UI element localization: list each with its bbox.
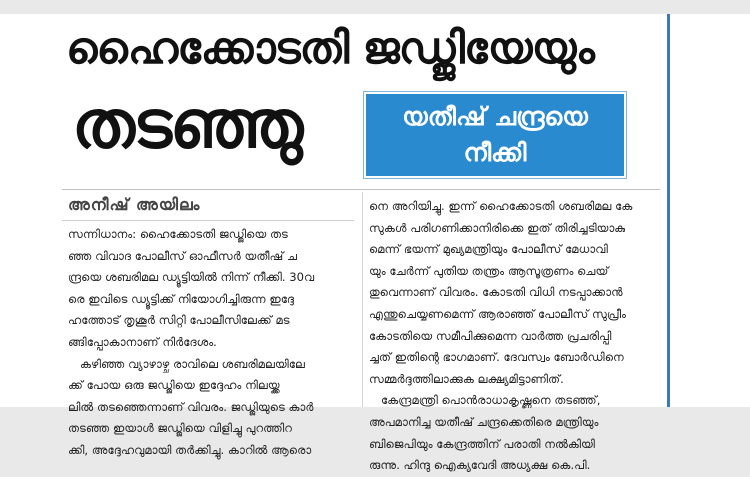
newspaper-clipping (0, 14, 750, 473)
body-line: ന്ദ്രയെ ശബരിമല ഡ്യൂട്ടിയിൽ നിന്ന് നീക്കി. 30വ (68, 270, 315, 285)
column-divider (362, 192, 363, 407)
body-line: കേന്ദ്രമന്ത്രി പൊൻരാധാകൃഷ്ണനെ തടഞ്ഞ്, (381, 393, 601, 408)
byline-divider (62, 220, 354, 221)
edge-rule (667, 14, 670, 407)
body-line: കഴിഞ്ഞ വ്യാഴാഴ്ച രാവിലെ ശബരിമലയിലേ (80, 356, 305, 371)
body-line: കോടതിയെ സമീപിക്കുമെന്ന വാർത്ത പ്രചരിപ്പി (369, 328, 612, 343)
body-line: തുവെന്നാണ് വിവരം. കോടതി വിധി നടപ്പാക്കാൻ (369, 285, 623, 300)
article-page (52, 14, 668, 473)
kicker-box (364, 92, 626, 178)
body-line: സുകൾ പരിഗണിക്കാനിരിക്കെ ഇത് തിരിച്ചടിയാകു (369, 220, 626, 235)
body-line: രുന്നു. ഹിന്ദു ഐക്യവേദി അധ്യക്ഷ കെ.പി. (369, 458, 591, 473)
body-line: തടഞ്ഞ ഇയാൾ ജഡ്ജിയെ വിളിച്ചു പുറത്തിറ (68, 421, 292, 436)
article-right-column (369, 196, 665, 477)
section-divider (62, 189, 660, 190)
body-line: യും ചേർന്ന് പുതിയ തന്ത്രം ആസൂത്രണം ചെയ് (369, 263, 609, 278)
article-left-column (68, 224, 358, 462)
body-line: സന്നിധാനം: ഹൈക്കോടതി ജഡ്ജിയെ തട (68, 227, 288, 241)
body-line: എന്തുചെയ്യണമെന്ന് ആരാഞ്ഞ് പോലീസ് സുപ്രീം (369, 306, 626, 321)
body-line: മെന്ന് ഭയന്ന് മുഖ്യമന്ത്രിയും പോലീസ് മേധാവി (369, 242, 608, 257)
kicker-line-2: നീക്കി (463, 138, 527, 167)
body-line: നെ അറിയിച്ചു. ഇന്ന് ഹൈക്കോടതി ശബരിമല കേ (369, 199, 633, 213)
body-line: രെ ഇവിടെ ഡ്യൂട്ടിക്ക് നിയോഗിച്ചിരുന്ന ഇദ്ദേ (68, 291, 295, 306)
kicker-line-1: യതീഷ് ചന്ദ്രയെ (402, 102, 588, 131)
body-line: അപമാനിച്ച യതീഷ് ചന്ദ്രക്കെതിരെ മന്ത്രിയും (369, 414, 599, 429)
body-line: ഞ്ഞ വിവാദ പോലീസ് ഓഫീസർ യതീഷ് ച (68, 248, 297, 263)
headline-line-1: ഹൈക്കോടതി ജഡ്ജിയേയും (66, 23, 594, 74)
headline-line-2: തടഞ്ഞു (72, 86, 302, 163)
body-line: ച്ചത് ഇതിന്റെ ഭാഗമാണ്. ദേവസ്വം ബോർഡിനെ (369, 350, 624, 365)
body-line: ക്ക് പോയ ഒരു ജഡ്ജിയെ ഇദ്ദേഹം നിലയ്ക്ക (68, 378, 280, 393)
body-line: ങ്ങിപ്പോകാനാണ് നിർദേശം. (68, 334, 217, 349)
byline: അനീഷ് അയിലം (68, 195, 201, 214)
body-line: സമ്മർദ്ദത്തിലാക്കുക ലക്ഷ്യമിട്ടാണിത്. (369, 371, 564, 386)
body-line: ഹത്തോട് തൃശൂർ സിറ്റി പോലീസിലേക്ക് മട (68, 313, 290, 328)
body-line: ക്കി, അദ്ദേഹവുമായി തർക്കിച്ചു. കാറിൽ ആരൊ (68, 442, 312, 457)
body-line: ബിജെപിയും കേന്ദ്രത്തിന് പരാതി നൽകിയി (369, 436, 595, 451)
body-line: ലിൽ തടഞ്ഞെന്നാണ് വിവരം. ജഡ്ജിയുടെ കാർ (68, 399, 314, 414)
